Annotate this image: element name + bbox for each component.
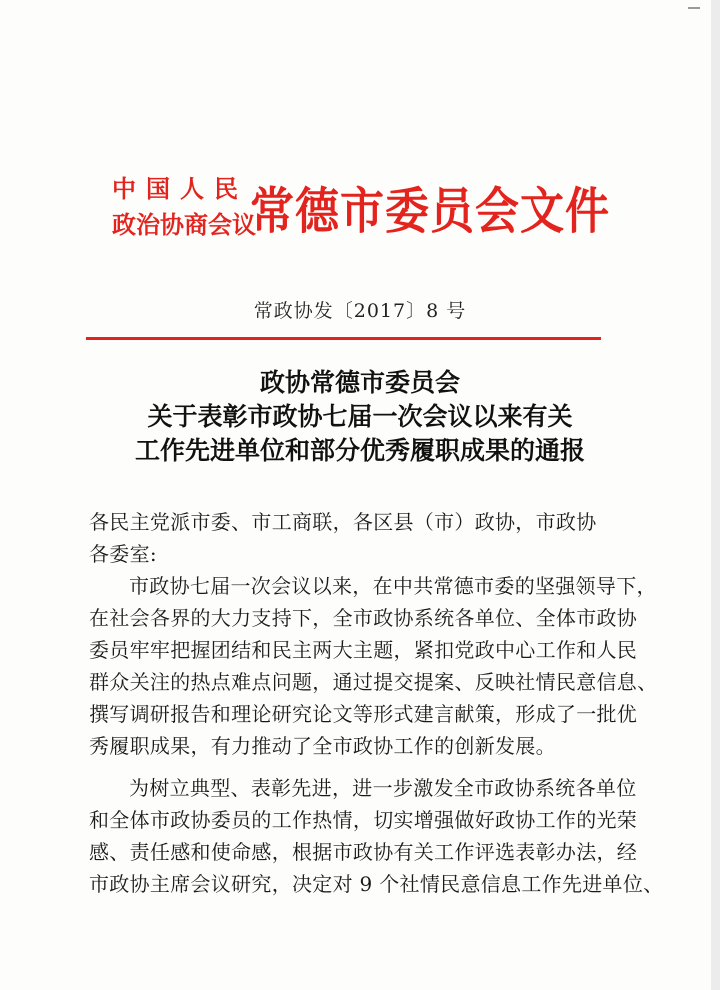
paragraph-line: 市政协七届一次会议以来，在中共常德市委的坚强领导下， — [129, 574, 657, 598]
paragraph-2-cont — [89, 804, 664, 900]
issuer-line2: 政治协商会议 — [112, 210, 256, 239]
red-divider-line — [86, 337, 601, 340]
salutation: 各民主党派市委、市工商联，各区县（市）政协，市政协各委室: — [89, 510, 597, 566]
paragraph-2 — [89, 772, 637, 804]
paragraph-line: 在社会各界的大力支持下，全市政协系统各单位、全体市政协 — [89, 606, 638, 630]
paragraph-line: 和全体市政协委员的工作热情，切实增强做好政协工作的光荣 — [89, 808, 638, 832]
paragraph-line: 委员牢牢把握团结和民主两大主题，紧扣党政中心工作和人民 — [89, 638, 638, 662]
document-number: 常政协发〔2017〕8 号 — [253, 300, 467, 322]
paragraph-1-cont — [89, 602, 658, 762]
issuer-line1: 中国人民 — [112, 174, 248, 203]
paragraph-1 — [89, 570, 657, 602]
title-line-3: 工作先进单位和部分优秀履职成果的通报 — [134, 436, 585, 465]
paragraph-line: 为树立典型、表彰先进，进一步激发全市政协系统各单位 — [129, 776, 637, 800]
scan-edge — [711, 0, 720, 990]
paragraph-line: 感、责任感和使命感，根据市政协有关工作评选表彰办法，经 — [89, 840, 638, 864]
issuer-big-title: 常德市委员会文件 — [250, 183, 610, 241]
title-line-1: 政协常德市委员会 — [259, 368, 460, 397]
paragraph-line: 撰写调研报告和理论研究论文等形式建言献策，形成了一批优 — [89, 702, 638, 726]
scan-corner-mark — [688, 4, 702, 20]
paragraph-line: 秀履职成果，有力推动了全市政协工作的创新发展。 — [89, 734, 556, 758]
document-body — [89, 506, 664, 900]
paragraph-line: 群众关注的热点难点问题，通过提交提案、反映社情民意信息、 — [89, 670, 658, 694]
paragraph-line: 市政协主席会议研究，决定对 9 个社情民意信息工作先进单位、 — [89, 872, 664, 896]
document-title — [0, 366, 720, 468]
title-line-2: 关于表彰市政协七届一次会议以来有关 — [147, 402, 573, 431]
issuer-header — [112, 170, 610, 250]
